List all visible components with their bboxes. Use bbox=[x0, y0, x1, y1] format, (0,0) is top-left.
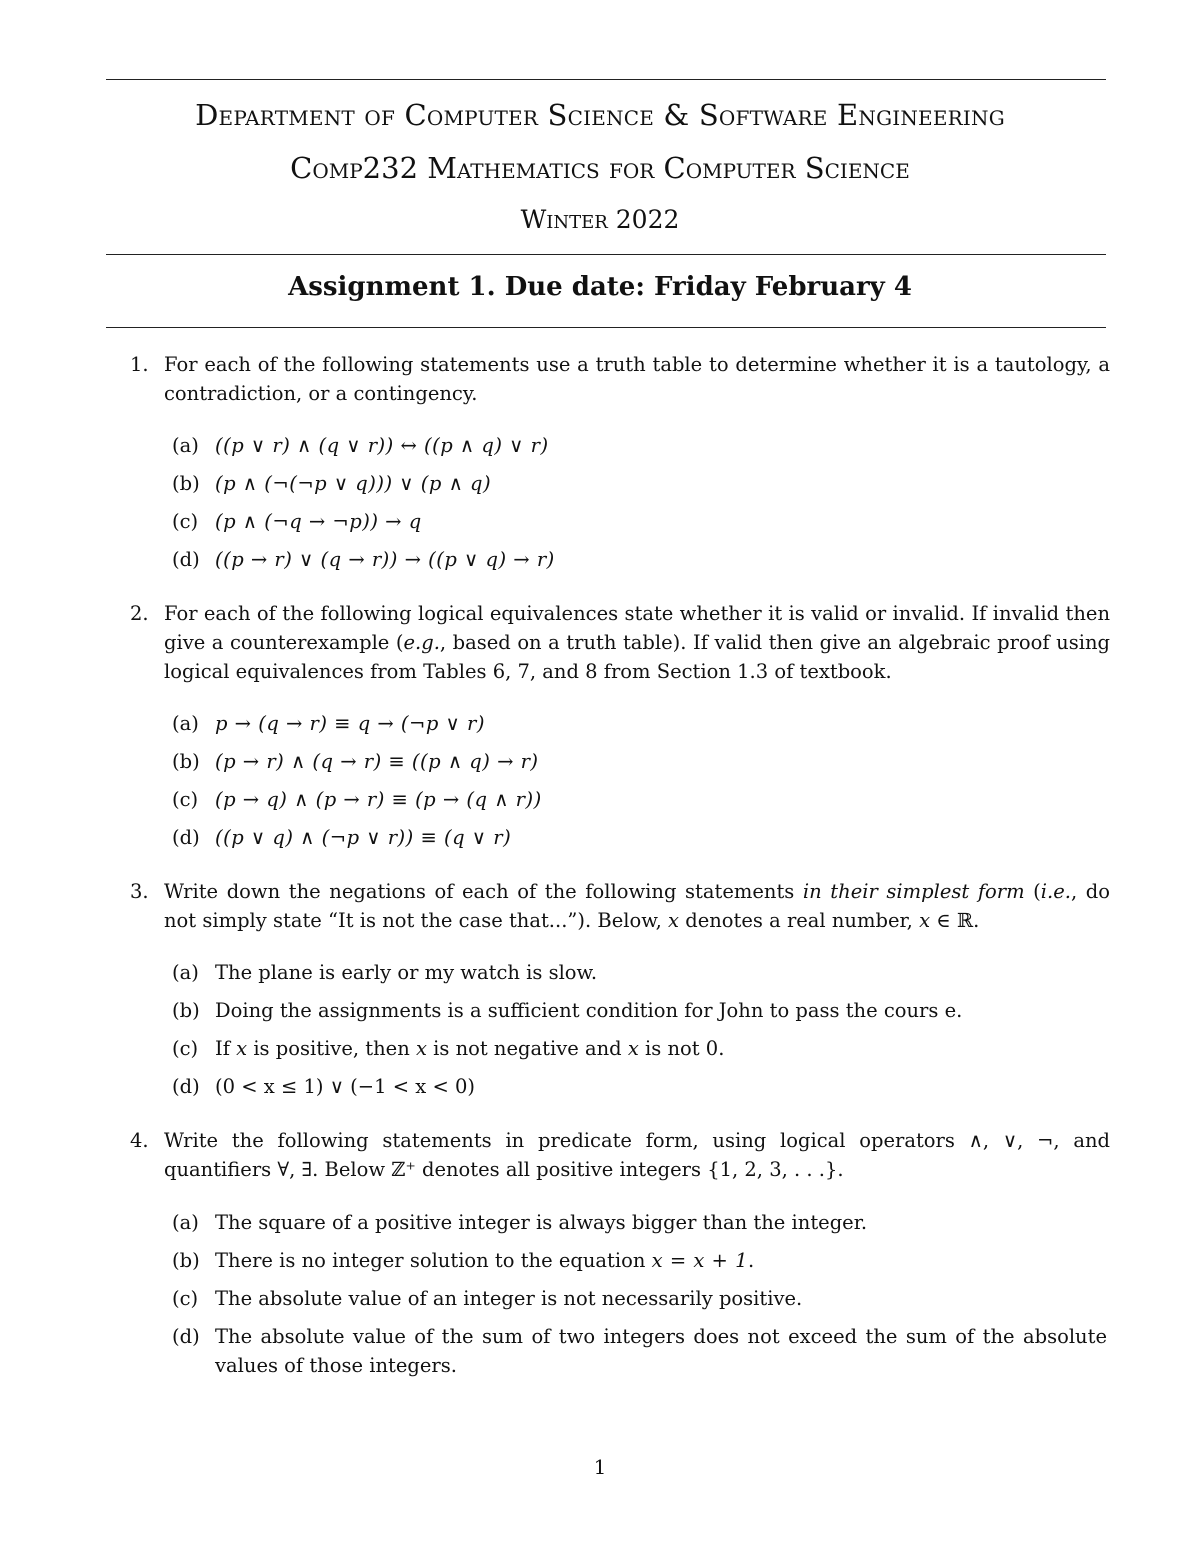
list-item bbox=[172, 958, 1107, 996]
item-text-part: is not negative and bbox=[426, 1037, 628, 1060]
list-item bbox=[172, 1284, 1107, 1322]
header-rule bbox=[106, 254, 1106, 255]
list-item bbox=[172, 1246, 1107, 1284]
list-item bbox=[172, 785, 1107, 823]
assignment-title: Assignment 1. Due date: Friday February 4 bbox=[288, 272, 912, 302]
item-label: (d) bbox=[172, 826, 200, 849]
top-rule bbox=[106, 79, 1106, 80]
item-label: (b) bbox=[172, 999, 200, 1022]
question-3 bbox=[130, 877, 1110, 935]
item-label: (c) bbox=[172, 788, 199, 811]
list-item bbox=[172, 747, 1107, 785]
item-text: The plane is early or my watch is slow. bbox=[215, 961, 598, 984]
math-variable: x bbox=[627, 1037, 639, 1060]
list-item bbox=[172, 1034, 1107, 1072]
item-label: (a) bbox=[172, 434, 199, 457]
question-4-items bbox=[172, 1208, 1107, 1382]
formula: (p → q) ∧ (p → r) ≡ (p → (q ∧ r)) bbox=[215, 788, 542, 811]
formula: x = x + 1 bbox=[651, 1249, 748, 1272]
item-text-part: If bbox=[215, 1037, 237, 1060]
formula: p → (q → r) ≡ q → (¬p ∨ r) bbox=[215, 712, 485, 735]
question-text-part: For each of the following logical equivalences state whether it is valid or invalid. If invalid then give a counterexample ( bbox=[164, 602, 1110, 654]
question-number: 4. bbox=[130, 1129, 149, 1152]
page-number: 1 bbox=[593, 1455, 607, 1479]
item-label: (b) bbox=[172, 750, 200, 773]
item-label: (d) bbox=[172, 1075, 200, 1098]
question-2-items bbox=[172, 709, 1107, 861]
list-item bbox=[172, 996, 1107, 1034]
term-heading: Winter 2022 bbox=[520, 205, 680, 234]
list-item bbox=[172, 709, 1107, 747]
question-text: Write the following statements in predicate form, using logical operators ∧, ∨, ¬, and quantifiers ∀, ∃. Below ℤ⁺ denotes all positive integers {1, 2, 3, . . .}. bbox=[164, 1129, 1110, 1181]
list-item bbox=[172, 1072, 1107, 1110]
question-1 bbox=[130, 350, 1110, 408]
item-text-part: . bbox=[748, 1249, 755, 1272]
item-text: The absolute value of an integer is not necessarily positive. bbox=[215, 1287, 803, 1310]
item-text: The absolute value of the sum of two integers does not exceed the sum of the absolute values of those integers. bbox=[215, 1325, 1107, 1377]
formula: ((p ∨ q) ∧ (¬p ∨ r)) ≡ (q ∨ r) bbox=[215, 826, 512, 849]
question-text bbox=[164, 599, 1110, 686]
list-item bbox=[172, 1322, 1107, 1382]
list-item bbox=[172, 469, 1107, 507]
math-variable: x bbox=[236, 1037, 248, 1060]
list-item bbox=[172, 823, 1107, 861]
question-text bbox=[164, 877, 1110, 935]
question-text-emphasis: in their simplest form bbox=[802, 880, 1025, 903]
question-text-part: denotes a real number, bbox=[679, 909, 920, 932]
question-number: 3. bbox=[130, 880, 149, 903]
math-variable: x bbox=[415, 1037, 427, 1060]
item-label: (a) bbox=[172, 1211, 199, 1234]
list-item bbox=[172, 545, 1107, 583]
question-text-part: Write down the negations of each of the following statements bbox=[164, 880, 803, 903]
formula: ((p ∨ r) ∧ (q ∨ r)) ↔ ((p ∧ q) ∨ r) bbox=[215, 434, 549, 457]
list-item bbox=[172, 507, 1107, 545]
item-text bbox=[215, 1034, 1107, 1063]
formula: (p → r) ∧ (q → r) ≡ ((p ∧ q) → r) bbox=[215, 750, 539, 773]
formula: (p ∧ (¬(¬p ∨ q))) ∨ (p ∧ q) bbox=[215, 472, 492, 495]
item-text bbox=[215, 1246, 1107, 1275]
question-number: 2. bbox=[130, 602, 149, 625]
question-text-emphasis: e.g. bbox=[403, 631, 440, 654]
question-text: For each of the following statements use a truth table to determine whether it is a tautology, a contradiction, or a contingency. bbox=[164, 353, 1110, 405]
item-text-part: is positive, then bbox=[247, 1037, 416, 1060]
item-label: (d) bbox=[172, 548, 200, 571]
item-label: (a) bbox=[172, 961, 199, 984]
question-3-items bbox=[172, 958, 1107, 1110]
formula: ((p → r) ∨ (q → r)) → ((p ∨ q) → r) bbox=[215, 548, 555, 571]
title-rule bbox=[106, 327, 1106, 328]
item-text-part: There is no integer solution to the equation bbox=[215, 1249, 652, 1272]
question-text-part: ∈ ℝ. bbox=[930, 909, 980, 932]
course-heading: Comp232 Mathematics for Computer Science bbox=[290, 151, 910, 185]
question-text-part: ( bbox=[1024, 880, 1041, 903]
item-text: The square of a positive integer is always bigger than the integer. bbox=[215, 1211, 868, 1234]
department-heading: Department of Computer Science & Software Engineering bbox=[195, 98, 1005, 132]
question-number: 1. bbox=[130, 353, 149, 376]
question-2 bbox=[130, 599, 1110, 686]
question-4 bbox=[130, 1126, 1110, 1184]
question-1-items bbox=[172, 431, 1107, 583]
item-text-part: is not 0. bbox=[638, 1037, 725, 1060]
list-item bbox=[172, 431, 1107, 469]
item-label: (c) bbox=[172, 1037, 199, 1060]
formula: (p ∧ (¬q → ¬p)) → q bbox=[215, 510, 422, 533]
math-variable: x bbox=[919, 909, 931, 932]
question-text-part: , do not simply state “It is not the case that...”). Below, bbox=[164, 880, 1110, 932]
item-label: (b) bbox=[172, 1249, 200, 1272]
item-label: (a) bbox=[172, 712, 199, 735]
item-label: (c) bbox=[172, 510, 199, 533]
item-label: (c) bbox=[172, 1287, 199, 1310]
list-item bbox=[172, 1208, 1107, 1246]
item-text: Doing the assignments is a sufficient condition for John to pass the cours e. bbox=[215, 999, 963, 1022]
formula: (0 < x ≤ 1) ∨ (−1 < x < 0) bbox=[215, 1075, 476, 1098]
question-text-part: , based on a truth table). If valid then give an algebraic proof using logical equivalences from Tables 6, 7, and 8 from Section 1.3 of textbook. bbox=[164, 631, 1110, 683]
math-variable: x bbox=[668, 909, 680, 932]
question-text-emphasis: i.e. bbox=[1040, 880, 1071, 903]
item-label: (d) bbox=[172, 1325, 200, 1348]
item-label: (b) bbox=[172, 472, 200, 495]
